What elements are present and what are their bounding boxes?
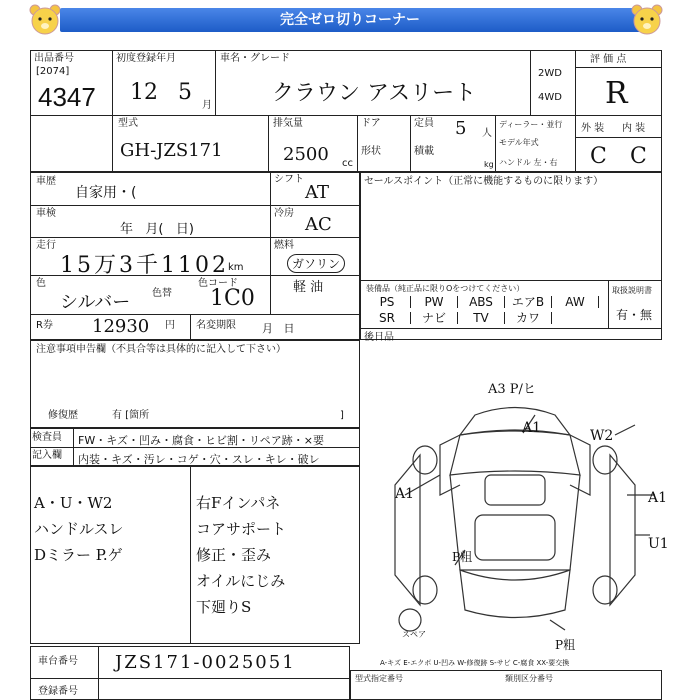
reg-no-label: 登録番号 [38,686,78,697]
bear-mascot-icon [630,3,664,37]
equip-item: エアB [505,296,552,308]
cc-unit: cc [342,158,353,169]
inspect-value: 年 月( 日) [120,222,194,237]
score: R [605,76,628,111]
diagram-mark: W2 [590,428,614,444]
repair-close: ] [340,410,344,421]
rear-label: 後日品 [364,332,394,343]
mileage-label: 走行 [36,240,56,251]
chassis-label: 車台番号 [38,656,78,667]
equip-item: PS [364,296,411,308]
remark-item: Dミラー P.ゲ [34,546,123,564]
load-unit: kg [484,160,494,169]
ac-label: 冷房 [274,208,294,219]
remarks-left [34,490,124,568]
remarks-right [196,490,286,620]
mileage-value: 15万3千1102 [60,253,229,278]
recycle-label: R券 [36,320,53,331]
reg-month: 5 [178,80,192,105]
int-grade: C [630,144,647,169]
manual-value: 有・無 [616,308,653,322]
door-label: ドア [361,118,381,129]
inspector-row-2: 内装・キズ・汚レ・コゲ・穴・スレ・キレ・破レ [78,453,320,466]
remark-item: 修正・歪み [196,546,272,564]
remark-item: オイルにじみ [196,572,286,590]
class-spec-label: 類別区分番号 [505,674,553,683]
cc-label: 排気量 [273,118,303,129]
lot-code: [2074] [36,66,70,77]
shift-value: AT [305,182,330,203]
use-label: 車歴 [36,176,56,187]
car-diagram [365,375,668,645]
equip-item: PW [411,296,458,308]
ac-value: AC [305,214,332,235]
color-change-label: 色替 [152,288,172,299]
color-code: 1C0 [210,286,255,311]
lot-label: 出品番号 [34,53,74,64]
inspector-row-1: FW・キズ・凹み・腐食・ヒビ割・リペア跡・×要 [78,434,324,447]
model-spec-label: 型式指定番号 [355,674,403,683]
handle-label: ハンドル 左・右 [499,158,558,167]
color-code-label: 色コード [198,278,238,289]
fuel-diesel: 軽 油 [293,280,324,295]
color-value: シルバー [60,292,131,313]
chassis-value: JZS171-0025051 [115,652,296,673]
remark-item: コアサポート [196,520,287,538]
use-value: 自家用・( [75,185,137,201]
load-label: 積載 [414,146,434,157]
remark-item: A・U・W2 [34,494,113,512]
reg-month-suffix: 月 [202,100,212,111]
diagram-mark: A1 [395,486,415,502]
remark-item: 右Fインパネ [196,494,281,512]
banner-title: 完全ゼロ切りコーナー [60,8,640,32]
drive-2wd: 2WD [538,68,562,79]
equip-row-2 [364,312,604,324]
reg-label: 初度登録年月 [116,53,176,64]
color-label: 色 [36,278,46,289]
equip-item: AW [552,296,599,308]
equip-item: TV [458,312,505,324]
shift-label: シフト [274,174,304,185]
recycle-value: 12930 [92,316,150,337]
drive-4wd: 4WD [538,92,562,103]
diagram-mark: A1 [522,420,542,436]
recycle-unit: 円 [165,320,175,331]
notes-label: 注意事項申告欄（不具合等は具体的に記入して下さい） [36,344,286,355]
diagram-mark: U1 [648,536,669,552]
diagram-mark: P粗 [452,550,473,564]
equip-item: ABS [458,296,505,308]
car-name: クラウン アスリート [272,81,477,106]
fuel-gas: ガソリン [287,254,345,273]
equip-row-1 [364,296,604,308]
seats: 5 [455,118,467,139]
int-label: 内 装 [622,123,646,134]
fuel-label: 燃料 [274,240,294,251]
diagram-mark: A3 P/ヒ [488,382,536,397]
equip-item: ナビ [411,312,458,324]
repair-value: 有 [箇所 [112,410,150,421]
expiry-value: 月 日 [262,322,295,335]
mileage-unit: km [228,262,244,273]
spare-label: スペア [402,630,426,639]
repair-label: 修復歴 [48,410,78,421]
model: GH-JZS171 [120,140,223,161]
car-name-label: 車名・グレード [220,53,290,64]
score-label: 評 価 点 [590,54,627,65]
banner [0,0,700,42]
sales-label: セールスポイント（正常に機能するものに限ります） [364,176,604,187]
bear-mascot-icon [28,3,62,37]
inspector-label-2: 記入欄 [32,450,62,461]
year-model-label: モデル年式 [499,138,539,147]
ext-grade: C [590,144,607,169]
dealer-label: ディーラー・並行 [499,120,563,129]
model-label: 型式 [118,118,138,129]
inspector-label-1: 検査員 [32,432,62,443]
manual-label: 取扱説明書 [612,286,652,295]
ext-label: 外 装 [581,123,605,134]
diagram-mark: P粗 [555,638,576,652]
expiry-label: 名変期限 [196,320,236,331]
cc-value: 2500 [283,144,329,165]
seats-label: 定員 [414,118,434,129]
diagram-mark: A1 [648,490,668,506]
remark-item: ハンドルスレ [34,520,124,538]
lot-number: 4347 [38,82,96,112]
remark-item: 下廻りS [196,598,252,616]
legend: A-キズ E-エクボ U-凹み W-修復跡 S-サビ C-腐食 XX-要交換 [380,659,570,667]
equip-item: カワ [505,312,552,324]
form-label: 形状 [361,146,381,157]
inspect-label: 車検 [36,208,56,219]
reg-year: 12 [130,80,158,105]
seats-unit: 人 [482,128,492,139]
equip-label: 装備品（純正品に限りOをつけてください） [366,284,525,293]
equip-item: SR [364,312,411,324]
